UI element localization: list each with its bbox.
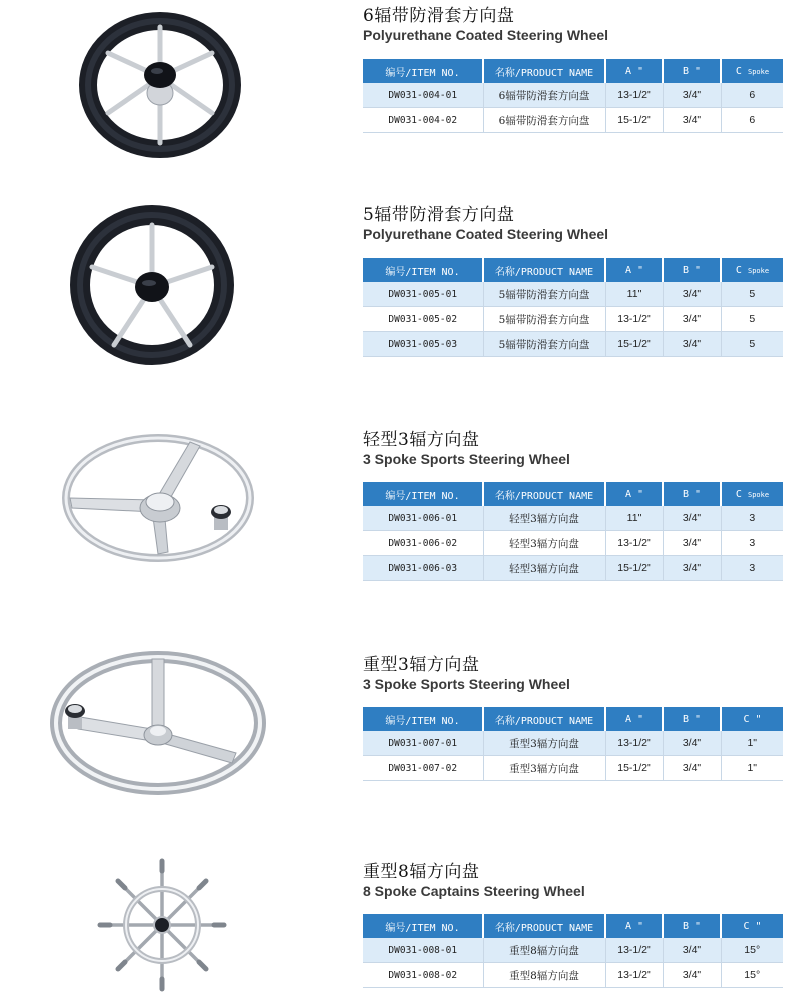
cell-b: 3/4" [663, 531, 721, 556]
cell-item: DW031-004-02 [363, 108, 483, 133]
header-item-no: 编号/ITEM NO. [363, 707, 483, 731]
cell-b: 3/4" [663, 756, 721, 781]
cell-c: 1" [721, 731, 783, 756]
cell-name: 轻型3辐方向盘 [483, 531, 605, 556]
cell-a: 13-1/2" [605, 963, 663, 988]
cell-item: DW031-005-03 [363, 332, 483, 357]
cell-a: 13-1/2" [605, 83, 663, 108]
cell-item: DW031-005-02 [363, 307, 483, 332]
spec-table [363, 707, 783, 781]
cell-b: 3/4" [663, 332, 721, 357]
cell-item: DW031-007-02 [363, 756, 483, 781]
cell-item: DW031-004-01 [363, 83, 483, 108]
header-c-letter: C [735, 65, 742, 77]
cell-c: 5 [721, 282, 783, 307]
cell-name: 重型3辐方向盘 [483, 756, 605, 781]
table-header-row [363, 707, 783, 731]
table-row [363, 506, 783, 531]
cell-a: 11" [605, 282, 663, 307]
header-c-word: Spoke [747, 490, 770, 499]
table-header-row [363, 59, 783, 83]
header-product-name: 名称/PRODUCT NAME [483, 707, 605, 731]
product-title-cn: 轻型3辐方向盘 [363, 430, 480, 450]
header-product-name: 名称/PRODUCT NAME [483, 258, 605, 282]
product-title-cn: 6辐带防滑套方向盘 [363, 6, 515, 26]
header-b: B " [663, 258, 721, 282]
header-b: B " [663, 914, 721, 938]
header-a: A " [605, 258, 663, 282]
header-product-name: 名称/PRODUCT NAME [483, 59, 605, 83]
header-c-word: Spoke [747, 67, 770, 76]
cell-a: 15-1/2" [605, 332, 663, 357]
table-row [363, 731, 783, 756]
header-item-no: 编号/ITEM NO. [363, 258, 483, 282]
cell-name: 重型8辐方向盘 [483, 938, 605, 963]
cell-name: 6辐带防滑套方向盘 [483, 108, 605, 133]
cell-c: 5 [721, 307, 783, 332]
cell-c: 1" [721, 756, 783, 781]
product-title-en: 3 Spoke Sports Steering Wheel [363, 676, 570, 692]
header-b: B " [663, 59, 721, 83]
header-c-inch: C " [721, 914, 783, 938]
cell-b: 3/4" [663, 83, 721, 108]
spec-table [363, 258, 783, 357]
cell-a: 11" [605, 506, 663, 531]
cell-c: 5 [721, 332, 783, 357]
cell-b: 3/4" [663, 307, 721, 332]
cell-b: 3/4" [663, 963, 721, 988]
product-title-en: 3 Spoke Sports Steering Wheel [363, 451, 570, 467]
cell-b: 3/4" [663, 556, 721, 581]
chrome-8-spoke-captains-wheel-icon [40, 855, 280, 995]
table-row [363, 756, 783, 781]
table-row [363, 556, 783, 581]
product-title-cn: 重型8辐方向盘 [363, 862, 480, 882]
header-a: A " [605, 59, 663, 83]
header-item-no: 编号/ITEM NO. [363, 59, 483, 83]
header-a: A " [605, 482, 663, 506]
cell-name: 5辐带防滑套方向盘 [483, 307, 605, 332]
product-title-en: Polyurethane Coated Steering Wheel [363, 226, 609, 242]
cell-a: 13-1/2" [605, 307, 663, 332]
cell-c: 15° [721, 938, 783, 963]
cell-item: DW031-006-01 [363, 506, 483, 531]
header-c-word: Spoke [747, 266, 770, 275]
table-row [363, 531, 783, 556]
header-item-no: 编号/ITEM NO. [363, 914, 483, 938]
header-item-no: 编号/ITEM NO. [363, 482, 483, 506]
cell-a: 13-1/2" [605, 938, 663, 963]
header-c-inch: C " [721, 707, 783, 731]
cell-name: 5辐带防滑套方向盘 [483, 332, 605, 357]
chrome-heavy-3-spoke-wheel-icon [40, 645, 280, 805]
header-b: B " [663, 482, 721, 506]
cell-b: 3/4" [663, 108, 721, 133]
header-product-name: 名称/PRODUCT NAME [483, 482, 605, 506]
table-row [363, 282, 783, 307]
cell-item: DW031-006-03 [363, 556, 483, 581]
cell-item: DW031-008-02 [363, 963, 483, 988]
cell-b: 3/4" [663, 731, 721, 756]
cell-c: 6 [721, 108, 783, 133]
cell-a: 13-1/2" [605, 731, 663, 756]
table-row [363, 108, 783, 133]
cell-name: 6辐带防滑套方向盘 [483, 83, 605, 108]
cell-item: DW031-007-01 [363, 731, 483, 756]
cell-name: 5辐带防滑套方向盘 [483, 282, 605, 307]
cell-name: 重型8辐方向盘 [483, 963, 605, 988]
cell-a: 15-1/2" [605, 556, 663, 581]
cell-c: 6 [721, 83, 783, 108]
product-title-cn: 5辐带防滑套方向盘 [363, 205, 515, 225]
cell-c: 3 [721, 506, 783, 531]
table-row [363, 938, 783, 963]
cell-a: 15-1/2" [605, 108, 663, 133]
spec-table [363, 59, 783, 133]
table-header-row [363, 258, 783, 282]
table-header-row [363, 482, 783, 506]
product-title-cn: 重型3辐方向盘 [363, 655, 480, 675]
cell-b: 3/4" [663, 938, 721, 963]
black-5-spoke-wheel-icon [40, 205, 280, 365]
spec-table [363, 914, 783, 988]
product-title-en: 8 Spoke Captains Steering Wheel [363, 883, 585, 899]
header-a: A " [605, 914, 663, 938]
table-row [363, 332, 783, 357]
cell-item: DW031-008-01 [363, 938, 483, 963]
header-c-spoke [721, 258, 783, 282]
table-row [363, 963, 783, 988]
header-product-name: 名称/PRODUCT NAME [483, 914, 605, 938]
table-header-row [363, 914, 783, 938]
cell-name: 轻型3辐方向盘 [483, 556, 605, 581]
cell-a: 13-1/2" [605, 531, 663, 556]
spec-table [363, 482, 783, 581]
cell-c: 3 [721, 531, 783, 556]
cell-b: 3/4" [663, 506, 721, 531]
cell-c: 3 [721, 556, 783, 581]
cell-item: DW031-006-02 [363, 531, 483, 556]
header-c-spoke [721, 482, 783, 506]
cell-a: 15-1/2" [605, 756, 663, 781]
product-title-en: Polyurethane Coated Steering Wheel [363, 27, 609, 43]
header-c-letter: C [735, 488, 742, 500]
header-c-letter: C [735, 264, 742, 276]
chrome-3-spoke-sports-wheel-icon [40, 428, 280, 568]
header-a: A " [605, 707, 663, 731]
cell-name: 轻型3辐方向盘 [483, 506, 605, 531]
cell-item: DW031-005-01 [363, 282, 483, 307]
header-b: B " [663, 707, 721, 731]
cell-name: 重型3辐方向盘 [483, 731, 605, 756]
cell-c: 15° [721, 963, 783, 988]
header-c-spoke [721, 59, 783, 83]
table-row [363, 83, 783, 108]
cell-b: 3/4" [663, 282, 721, 307]
table-row [363, 307, 783, 332]
black-6-spoke-wheel-icon [40, 5, 280, 165]
